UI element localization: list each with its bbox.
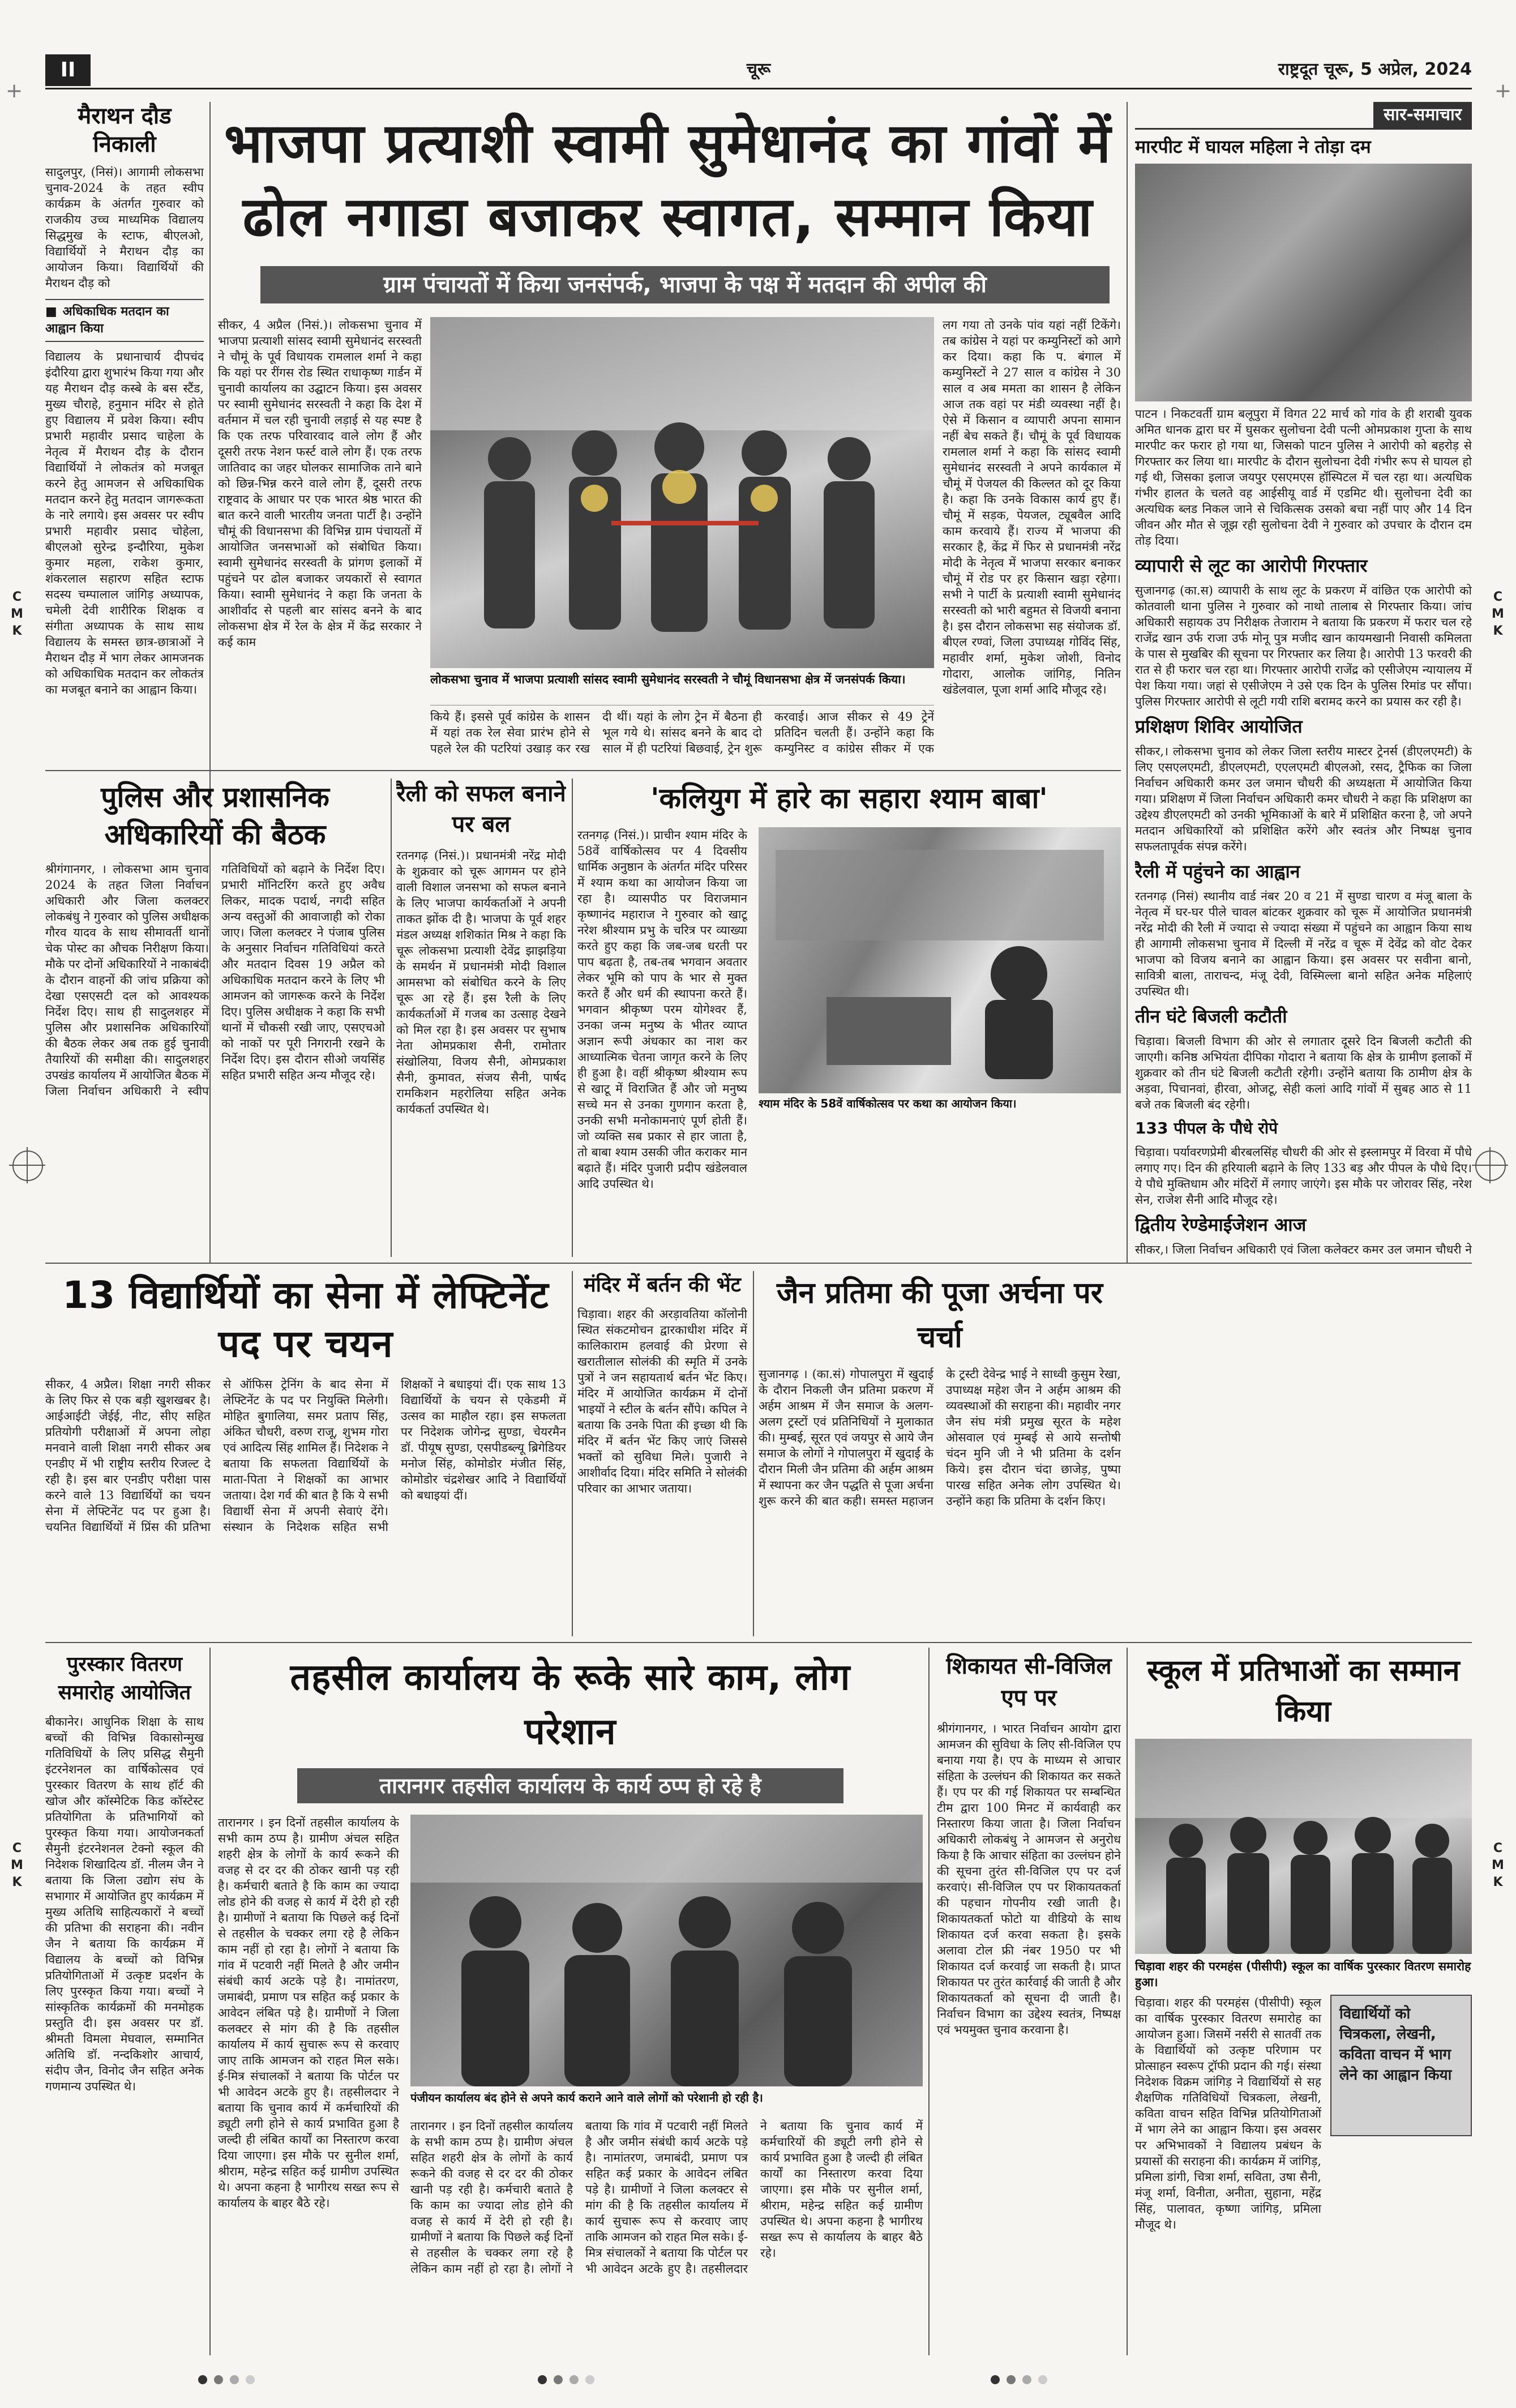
cmyk-marker: C M K [1492,590,1504,638]
news-6-title: 133 पीपल के पौधे रोपे [1135,1119,1278,1137]
lead-photo [430,317,934,668]
crop-mark: + [1494,79,1512,102]
rally-title: रैली को सफल बनाने पर बल [396,781,566,837]
kaliyug-title: 'कलियुग में हारे का सहारा श्याम बाबा' [650,782,1048,815]
school-title: स्कूल में प्रतिभाओं का सम्मान किया [1147,1654,1460,1729]
tehsil-caption: पंजीयन कार्यालय बंद होने से अपने कार्य कराने आने वाले लोगों को परेशानी हो रही है। [410,2091,763,2105]
news-7-title: द्वितीय रेण्डेमाईजेशन आज [1135,1214,1307,1235]
marathon-body-2: विद्यालय के प्रधानाचार्य दीपचंद इंदौरिया द्वारा शुभारंभ किया गया और यह मैराथन दौड़ कस्बे के बस स्टैंड, मुख्य चौराहे, हनुमान मंदिर से होते हुए विद्यालय में प्रवेश किया। स्वीप प्रभारी महावीर प्रसाद चाहेला के नेतृत्व में मैराथन दौड़ के दौरान विद्यार्थियों ने लोकतंत्र को मजबूत करने हेतु आमजन से अधिकाधिक मतदान करने हेतु मतदान जागरूकता के नारे लगाये। इस अवसर पर स्वीप प्रभारी महावीर प्रसाद चोहेला, बीएलओ सुरेन्द्र इन्दौरिया, मुकेश कुमार महला, राकेश कुमार, शंकरलाल सहारण सहित स्टाफ सदस्य चम्पालाल जांगिड़ अध्यापक, चमेली देवी शारीरिक शिक्षक व संगीता अध्यापक के साथ साथ विद्यालय के समस्त छात्र-छात्राओं ने मैराथन दौड़ में भाग लेकर आमजनक को अधिकाधिक मतदान कर लोकतंत्र का मजबूत बनाने का आह्वान किया। [45,350,204,696]
lead-col2-text: किये हैं। इससे पूर्व कांग्रेस के शासन में यहां तक रेल सेवा प्रारंभ होने से पहले रेल की पटरियां उखाड़ कर रख दी थीं। यहां के लोग ट्रेन में बैठना ही भूल गये थे। सांसद बनने के बाद दो साल में ही पटरियां बिछवाई, ट्रेन शुरू करवाई। आज सीकर से 49 ट्रेनें प्रतिदिन चलती हैं। उन्होंने कहा कि कम्युनिस्ट व कांग्रेस सीकर में एक [430,710,934,755]
marathon-article [45,102,204,764]
cvigil-article [937,1650,1121,2353]
news-1-photo [1135,164,1472,401]
award-title: पुरस्कार वितरण समारोह आयोजित [58,1653,191,1704]
cmyk-marker: C M K [1492,1841,1504,1889]
tehsil-photo-illustration [410,1815,923,2086]
temple-body: चिड़ावा। शहर की अरड़ावतिया कॉलोनी स्थित संकटमोचन द्वारकाधीश मंदिर में कालिकाराम हलवाई की प्रेरणा से खरातीलाल सोलंकी की स्मृति में उनके पुत्रों ने जन सहायतार्थ बर्तन भेंट किए। मंदिर में आयोजित कार्यक्रम में दोनों भाइयों ने स्टील के बर्तन सौंपे। कपिल ने बताया कि उनके पिता की इच्छा थी कि मंदिर में बर्तन भेंट किए जाएं जिससे भक्तों को सुविधा मिले। पुजारी ने आशीर्वाद दिया। मंदिर समिति ने सोलंकी परिवार का आभार जताया। [577,1307,747,1495]
school-caption: चिड़ावा शहर की परमहंस (पीसीपी) स्कूल का वार्षिक पुरस्कार वितरण समारोह हुआ। [1135,1960,1471,1989]
news-3-body: सीकर,। लोकसभा चुनाव को लेकर जिला स्तरीय मास्टर ट्रेनर्स (डीएलएमटी) के लिए एसएलएमटी, डीएलएमटी, एएलएमटी बीएलओ, रसद, ट्रैफिक का जिला निर्वाचन अधिकारी कमर उल जमान चौधरी की अध्यक्षता में आयोजित किया गया। प्रशिक्षण में जिला निर्वाचन अधिकारी कमर चौधरी ने कहा कि प्रशिक्षण का उद्देश्य डीएलएमटी को उनकी भूमिकाओं के बारे में प्रशिक्षित करना है, जो अपने मतदान अधिकारियों को प्रशिक्षित करेंगे और स्वतंत्र और निष्पक्ष चुनाव सफलतापूर्वक संपन्न करेंगे। [1135,745,1472,853]
tehsil-photo [410,1815,923,2086]
kaliyug-article [577,779,1121,1257]
cvigil-body: श्रीगंगानगर, । भारत निर्वाचन आयोग द्वारा आमजन की सुविधा के लिए सी-विजिल एप बनाया गया है। एप के माध्यम से आचार संहिता के उल्लंघन की शिकायत कर सकते हैं। एप पर की गई शिकायत पर सम्बन्धित टीम द्वारा 100 मिनट में कार्यवाही कर निस्तारण किया जाता है। जिला निर्वाचन अधिकारी लोकबंधु ने आमजन से अनुरोध किया है कि आचार संहिता का उल्लंघन होने की सूचना तुरंत सी-विजिल एप पर दर्ज करवाएं। सी-विजिल एप पर शिकायतकर्ता की पहचान गोपनीय रखी जाती है। शिकायतकर्ता फोटो या वीडियो के साथ शिकायत दर्ज करवा सकता है। इसके अलावा टोल फ्री नंबर 1950 पर भी शिकायत दर्ज करवाई जा सकती है। प्राप्त शिकायत पर तुरंत कार्रवाई की जाती है और शिकायतकर्ता को सूचना दी जाती है। निर्वाचन विभाग का उद्देश्य स्वतंत्र, निष्पक्ष एवं भयमुक्त चुनाव करवाना है। [937,1722,1121,2037]
print-dots-right [962,2375,1076,2392]
news-1-title: मारपीट में घायल महिला ने तोड़ा दम [1135,136,1371,157]
kaliyug-caption: श्याम मंदिर के 58वें वार्षिकोत्सव पर कथा का आयोजन किया। [759,1097,1017,1110]
school-body: चिड़ावा। शहर की परमहंस (पीसीपी) स्कूल का वार्षिक पुरस्कार वितरण समारोह का आयोजन हुआ। जिसमें नर्सरी से सातवीं तक के विद्यार्थियों को उत्कृष्ट परिणाम पर प्रोत्साहन स्वरूप ट्रॉफी प्रदान की गई। संस्था निदेशक विक्रम जांगिड़ ने विद्यार्थियों से सह शैक्षणिक गतिविधियों चित्रकला, लेखनी, कविता वाचन सहित विभिन्न प्रतियोगिताओं में भाग लेने का आह्वान किया। इस अवसर पर अभिभावकों ने विद्यालय प्रबंधन के प्रयासों की सराहना की। कार्यक्रम में जांगिड़, प्रमिला डांगी, चित्रा शर्मा, सविता, उषा सैनी, मंजू शर्मा, विनीता, अनीता, सुहाना, महेंद्र सिंह, पालावत, कृष्णा जांगिड़, प्रमिला मौजूद थे। [1135,1996,1321,2231]
cvigil-title: शिकायत सी-विजिल एप पर [946,1653,1112,1711]
army-title: 13 विद्यार्थियों का सेना में लेफ्टिनेंट पद पर चयन [62,1273,549,1366]
lead-photo-illustration [430,317,934,668]
lead-col1-text: सीकर, 4 अप्रैल (निसं.)। लोकसभा चुनाव में भाजपा प्रत्याशी सांसद स्वामी सुमेधानंद सरस्वती ने चौमूं के पूर्व विधायक रामलाल शर्मा ने कहा कि यहां पर रींगस रोड स्थित राधाकृष्ण गार्डन में चुनावी कार्यालय का उद्घाटन किया। इस अवसर पर स्वामी सुमेधानंद सरस्वती ने कहा कि देश में वर्तमान में चल रही चुनावी लड़ाई से यह स्पष्ट है कि एक तरफ परिवारवाद वाले लोग हैं और दूसरी तरफ नेशन फर्स्ट वाले लोग हैं। एक तरफ जातिवाद का जहर घोलकर सामाजिक ताने बाने को छिन्न-भिन्न करने वाले लोग हैं, दूसरी तरफ राष्ट्रवाद के आधार पर एक भारत श्रेष्ठ भारत की बात करने वाली भारतीय जनता पार्टी है। उन्होंने चौमूं की विधानसभा की विभिन्न ग्राम पंचायतों में आयोजित जनसभाओं को संबोधित किया। स्वामी सुमेधानंद सरस्वती के प्रांगण इलाकों में पहुंचने पर ढोल बजाकर जयकारों से स्वागत किया। स्वामी सुमेधानंद ने कहा कि जनता के आशीर्वाद से पहली बार सांसद बनने के बाद लोकसभा क्षेत्र में रेल के क्षेत्र में केंद्र सरकार ने कई काम [218,318,422,649]
marathon-body: सादुलपुर, (निसं)। आगामी लोकसभा चुनाव-2024 के तहत स्वीप कार्यक्रम के अंतर्गत गुरुवार को राजकीय उच्च माध्यमिक विद्यालय सिद्धमुख के स्टाफ, बीएलओ, विद्यार्थियों ने मैराथन दौड़ का आयोजन किया। विद्यार्थियों की मैराथन दौड़ को [45,165,204,290]
lead-col3 [943,317,1121,764]
news-7-body: सीकर,। जिला निर्वाचन अधिकारी एवं जिला कलेक्टर कमर उल जमान चौधरी ने [1135,1243,1472,1256]
header-edition: राष्ट्रदूत चूरू, 5 अप्रेल, 2024 [1278,59,1472,79]
news-4-body: रतनगढ़ (निसं) स्थानीय वार्ड नंबर 20 व 21 में सुण्डा चारण व मंजू बाला के नेतृत्व में घर-घर पीले चावल बांटकर शुक्रवार को चूरू में आयोजित प्रधानमंत्री नरेंद्र मोदी की रैली में ज्यादा से ज्यादा संख्या में पहुंचने का आह्वान किया साथ ही आगामी लोकसभा चुनाव में दिल्ली में नरेंद्र व चूरू में देवेंद्र को वोट देकर भाजपा को विजय बनाने का आह्वान किया। इस अवसर पर सवीना बानो, सावित्री बाला, ताराचन्द, मंजू देवी, विस्मिल्ला बानो सहित अनेक महिलाएं उपस्थित थी। [1135,889,1472,998]
news-1-body: पाटन । निकटवर्ती ग्राम बलूपुरा में विगत 22 मार्च को गांव के ही शराबी युवक अमित धानक द्वारा घर में घुसकर सुलोचना देवी पत्नी ओमप्रकाश गुप्ता के साथ मारपीट कर फरार हो गया था, जिसको पाटन पुलिस ने आरोपी को बहरोड़ से गिरफ्तार कर लिया था। मारपीट के दौरान सुलोचना देवी गंभीर रूप से घायल हो गई थी, जिसका इलाज जयपुर एसएमएस हॉस्पिटल में चल रहा था। अत्यधिक गंभीर हालत के चलते वह आईसीयू वार्ड में एडमिट थी। सुलोचना देवी का अत्यधिक ब्लड निकल जाने से चिकित्सक उसको बचा नहीं पाए और 14 दिन जीवन और मौत से जूझ रही सुलोचना देवी ने गुरुवार को उपचार के दौरान दम तोड़ दिया। [1135,407,1472,548]
lead-col1 [218,317,422,764]
news-4-title: रैली में पहुंचने का आह्वान [1135,861,1300,882]
news-6-body: चिड़ावा। पर्यावरणप्रेमी बीरबलसिंह चौधरी की ओर से इस्लामपुर में विरवा में पौधे लगाए गए। दिन की हरियाली बढ़ाने के लिए 133 बड़ और पीपल के पौधे दिए। ये पौधे मुक्तिधाम और मंदिरों में लगाए जाएंगे। इस मौके पर जोरावर सिंह, नरेश सेन, राजेश सैनी आदि मौजूद रहे। [1135,1145,1472,1207]
kaliyug-photo-illustration [759,827,1121,1093]
temple-article [577,1271,747,1636]
police-title: पुलिस और प्रशासनिक अधिकारियों की बैठक [101,781,329,851]
cmyk-marker: C M K [11,590,23,638]
lead-col2 [430,709,934,765]
news-2-body: सुजानगढ़ (का.स) व्यापारी के साथ लूट के प्रकरण में वांछित एक आरोपी को कोतवाली थाना पुलिस ने गुरुवार को नाथो तालाब से गिरफ्तार किया। जांच अधिकारी सहायक उप निरीक्षक तेजाराम ने बताया कि प्रकरण में फरार चल रहे राजेंद्र खान उर्फ राजा उर्फ मोनू पुत्र मजीद खान कायमखानी निवासी कमिलता के पास से मुखबिर की सूचना पर गिरफ्तार कर लिया है। आरोपी 13 फरवरी की रात से ही फरार चल रहा था। गिरफ्तार आरोपी राजेंद्र को एसीजेएम न्यायालय में पेश किया गया। जहां से एसीजेएम ने उसे एक दिन के पुलिस रिमांड पर सौंपा। पुलिस गिरफ्तार आरोपी से लूटी गयी राशि बरामद करने का प्रयास कर रही है। [1135,584,1472,708]
lead-col3-text: लग गया तो उनके पांव यहां नहीं टिकेंगे। तब कांग्रेस ने यहां पर कम्युनिस्टों को आगे कर दिया। कहा कि प. बंगाल में कम्युनिस्टों ने 27 साल व कांग्रेस ने 30 साल व अब ममता का शासन है लेकिन आज तक वहां पर मंडी व्यवस्था नहीं है। ऐसे में किसान व व्यापारी अपना सामान नहीं बेच सकते हैं। चौमूं के पूर्व विधायक रामलाल शर्मा ने कहा कि सांसद स्वामी सुमेधानंद सरस्वती ने अपने कार्यकाल में चौमूं में पेजयल की किल्लत को दूर किया है। कहा कि उनके विकास कार्य हुए हैं। चौमूं में सड़क, पेयजल, ट्यूबवैल आदि काम करवाये हैं। राज्य में भाजपा की सरकार है, केंद्र में फिर से प्रधानमंत्री नरेंद्र मोदी के नेतृत्व में भाजपा सरकार बनाकर चौमूं में रोड पर हर किसान खड़ा रहेगा। सभी ने पार्टी के प्रत्याशी स्वामी सुमेधानंद सरस्वती को भारी बहुमत से विजयी बनाना है। इस दौरान लोकसभा सह संयोजक डॉ. बीएल रण्वां, जिला उपाध्यक्ष गोविंद सिंह, महावीर शर्मा, मुकेश जोशी, विनोद गोदारा, आलोक जांगिड़, नितिन खंडेलवाल, पूजा शर्मा आदि मौजूद रहे। [943,318,1121,696]
tehsil-subhead: तारानगर तहसील कार्यालय के कार्य ठप्प हो रहे है [297,1768,843,1803]
army-body: सीकर, 4 अप्रैल। शिक्षा नगरी सीकर के लिए फिर से एक बड़ी खुशखबर है। आईआईटी जेईई, नीट, सीए सहित प्रतियोगी परीक्षाओं में अपना लोहा मनवाने वाली शिक्षा नगरी सीकर अब एनडीए में भी राष्ट्रीय स्तरीय रिजल्ट दे रही है। इस बार एनडीए परीक्षा पास करने वाले 13 विद्यार्थियों का चयन सेना में लेफ्टिनेंट पद पर हुआ है। चयनित विद्यार्थियों में प्रिंस की प्रतिभा से ऑफिस ट्रेनिंग के बाद सेना में लेफ्टिनेंट के पद पर नियुक्ति मिलेगी। मोहित बुगालिया, समर प्रताप सिंह, अंकित चौधरी, वरुण राजू, शुभम गोरा एवं आदित्य सिंह शामिल हैं। निदेशक ने बताया कि सफलता विद्यार्थियों के माता-पिता ने शिक्षकों का आभार जताया। देश गर्व की बात है कि ये सभी विद्यार्थी सेना में अपनी सेवाएं देंगे। संस्थान के निदेशक सहित सभी शिक्षकों ने बधाइयां दीं। एक साथ 13 विद्यार्थियों के चयन से एकेडमी में उत्सव का माहौल रहा। इस सफलता पर निदेशक जोगेन्द्र सुण्डा, चेयरमैन डॉ. पीयूष सुण्डा, एसपीडब्ल्यू ब्रिगेडियर मनोज सिंह, कोमोडोर मंजीत सिंह, कोमोडोर चंद्रशेखर आदि ने विद्यार्थियों को बधाइयां दीं। [45,1378,566,1534]
marathon-subheading: ■ अधिकाधिक मतदान का आह्वान किया [45,299,204,342]
temple-title: मंदिर में बर्तन की भेंट [584,1273,741,1297]
news-column [1135,102,1472,1257]
police-body: श्रीगंगानगर, । लोकसभा आम चुनाव 2024 के तहत जिला निर्वाचन अधिकारी और जिला कलक्टर लोकबंधु ने गुरुवार को पुलिस अधीक्षक गौरव यादव के साथ सीमावर्ती थानों चेक पोस्ट का औचक निरीक्षण किया। मौके पर दोनों अधिकारियों ने नाकाबंदी के दौरान वाहनों की जांच प्रक्रिया को देखा एसएसटी दल को आवश्यक निर्देश दिए। साथ ही सादुलशहर में पुलिस और प्रशासनिक अधिकारियों की बैठक लेकर अब तक हुई चुनावी तैयारियों की समीक्षा की। सादुलशहर उपखंड कार्यालय में आयोजित बैठक में जिला निर्वाचन अधिकारी ने स्वीप गतिविधियों को बढ़ाने के निर्देश दिए। प्रभारी मॉनिटरिंग करते हुए अवैध लिकर, मादक पदार्थ, नगदी सहित अन्य वस्तुओं की आवाजाही को रोका जाए। जिला कलक्टर ने पंजाब पुलिस के अनुसार निर्वाचन गतिविधियां करते और मतदान दिवस 19 अप्रैल को अधिकाधिक मतदान करने के लिए भी आमजन को जागरूक करने के निर्देश दिए। पुलिस अधीक्षक ने कहा कि सभी थानों में चौकसी रखी जाए, एसएचओ को नाकों पर पूरी निगरानी रखने के निर्देश दिए। इस दौरान सीओ जयसिंह सहित प्रभारी सहित अन्य मौजूद रहे। [45,862,385,1098]
news-tag: सार-समाचार [1373,102,1472,128]
lead-subhead: ग्राम पंचायतों में किया जनसंपर्क, भाजपा के पक्ष में मतदान की अपील की [260,266,1110,303]
army-article [45,1271,566,1636]
award-body: बीकानेर। आधुनिक शिक्षा के साथ बच्चों की विभिन्न विकासोन्मुख गतिविधियों के लिए प्रसिद्ध सैमुनी इंटरनेशनल का वार्षिकोत्सव एवं पुरस्कार वितरण के साथ हॉर्ट की खोज और कॉस्मेटिक किड कॉस्टेस्ट प्रतियोगिता के प्रतिभागियों को पुरस्कृत किया गया। आयोजनकर्ता सैमुनी इंटरनेशनल टेक्नो स्कूल की निदेशक शिखादित्य डॉ. नीलम जैन ने बताया कि जिला उद्योग संघ के सभागार में आयोजित हुए कार्यक्रम में मुख्य अतिथि साहित्यकारों ने बच्चों की प्रतिभा की सराहना की। नवीन जैन ने बताया कि कार्यक्रम में विद्यालय के बच्चों को विभिन्न प्रतियोगिताओं में उत्कृष्ट प्रदर्शन के लिए पुरस्कृत किया गया। बच्चों ने सांस्कृतिक कार्यक्रमों की मनमोहक प्रस्तुति दी। इस अवसर पर डॉ. श्रीमती विमला मेघवाल, सम्मानित अतिथि डॉ. नन्दकिशोर आचार्य, संदीप जैन, विनोद जैन सहित अनेक गणमान्य उपस्थित थे। [45,1715,204,2093]
police-article [45,779,385,1257]
tehsil-article [218,1650,923,2353]
lead-photo-caption: लोकसभा चुनाव में भाजपा प्रत्याशी सांसद स्वामी सुमेधानंद सरस्वती ने चौमूं विधानसभा क्षेत्र में जनसंपर्क किया। [430,671,934,705]
jain-title: जैन प्रतिमा की पूजा अर्चना पर चर्चा [776,1276,1103,1354]
school-article [1135,1650,1472,2353]
jain-body: सुजानगढ़ । (का.सं) गोपालपुरा में खुदाई के दौरान निकली जैन प्रतिमा प्रकरण में अर्हम आश्रम में जैन समाज के अलग-अलग ट्रस्टों एवं प्रतिनिधियों ने मुलाकात की। मुम्बई, सूरत एवं जयपुर से आये जैन समाज के लोगों ने गोपालपुरा में खुदाई के दौरान मिली जैन प्रतिमा की अर्हम आश्रम में स्थापना कर जैन पद्धति से पूजा अर्चना शुरू करने की बात कही। समस्त महाजन के ट्रस्टी देवेन्द्र भाई ने साध्वी कुसुम रेखा, उपाध्यक्ष महेश जैन ने अर्हम आश्रम की व्यवस्थाओं की सराहना की। महावीर नगर जैन संघ मंत्री प्रमुख सूरत के महेश ओसवाल एवं मुम्बई से आये सन्तोषी चंदन मुनि जी ने भी प्रतिमा के दर्शन किये। इस दौरान चंदा छाजेड़, पुष्पा पारख सहित अनेक लोग उपस्थित थे। उन्होंने कहा कि प्रतिमा के दर्शन किए। [759,1367,1121,1508]
school-highlight-box: विद्यार्थियों को चित्रकला, लेखनी, कविता वाचन में भाग लेने का आह्वान किया [1330,1995,1472,2136]
news-5-body: चिड़ावा। बिजली विभाग की ओर से लगातार दूसरे दिन बिजली कटौती की जाएगी। कनिष्ठ अभियंता दीपिका गोदारा ने बताया कि क्षेत्र के ग्रामीण इलाकों में शुक्रवार को तीन घंटे बिजली कटौती रहेगी। उन्होंने बताया कि ठामीण क्षेत्र के अड़वा, पिचानवां, हीरवा, ओजटू, सेही कलां आदि गांवों में सुबह आठ से 11 बजे तक बिजली बंद रहेगी। [1135,1034,1472,1111]
school-photo [1135,1739,1472,1954]
kaliyug-body: रतनगढ़ (निसं.)। प्राचीन श्याम मंदिर के 58वें वार्षिकोत्सव पर 4 दिवसीय धार्मिक अनुष्ठान के अंतर्गत मंदिर परिसर में श्याम कथा का आयोजन किया जा रहा है। व्यासपीठ पर विराजमान कृष्णानंद महाराज ने गुरुवार को खाटू नरेश श्रीश्याम प्रभु के चरित्र पर व्याख्या करते हुए कहा कि जब-जब धरती पर पाप बढ़ता है, तब-तब भगवान अवतार लेकर भूमि को पाप के भार से मुक्त करते हैं और धर्म की स्थापना करते हैं। भगवान श्रीकृष्ण परम योगेश्वर हैं, उनका जन्म मनुष्य के भीतर व्याप्त अज्ञान रूपी अंधकार का नाश कर आध्यात्मिक चेतना जागृत करने के लिए ही हुआ है। वहीं श्रीकृष्ण श्रीश्याम रूप से खाटू में विराजित हैं और जो मनुष्य सच्चे मन से उनका गुणगान करता है, उनकी सभी मनोकामनाएं पूर्ण होती हैं। जो व्यक्ति सब प्रकार से हार जाता है, तो बाबा श्याम उसकी जीत कराकर मान बढ़ाते हैं। मंदिर पुजारी प्रदीप खंडेलवाल आदि उपस्थित थे। [577,828,747,1191]
print-dots-left [170,2375,283,2392]
rally-body: रतनगढ़ (निसं.)। प्रधानमंत्री नरेंद्र मोदी के शुक्रवार को चूरू आगमन पर होने वाली विशाल जनसभा को सफल बनाने के लिए भाजपा कार्यकर्ताओं ने अपनी ताकत झोंक दी है। भाजपा के पूर्व शहर मंडल अध्यक्ष शशिकांत मिश्र ने कहा कि चूरू लोकसभा प्रत्याशी देवेंद्र झाझड़िया के समर्थन में प्रधानमंत्री मोदी विशाल आमसभा को संबोधित करने के लिए चूरू आ रहे हैं। इस रैली के लिए कार्यकर्ताओं में गजब का उत्साह देखने को मिल रहा है। इस अवसर पर सुभाष नेता ओमप्रकाश सैनी, रामोतार संखोलिया, विजय सैनी, ओमप्रकाश सैनी, कुमावत, संजय सैनी, पार्षद रामकिशन महरोलिया सहित अनेक कार्यकर्ता उपस्थित थे। [396,849,566,1116]
marathon-title: मैराथन दौड निकाली [78,103,172,157]
news-5-title: तीन घंटे बिजली कटौती [1135,1006,1287,1027]
lead-headline: भाजपा प्रत्याशी स्वामी सुमेधानंद का गांवों में ढोल नगाडा बजाकर स्वागत, सम्मान किया [224,112,1112,249]
registration-mark [1475,1150,1506,1181]
registration-mark [12,1150,43,1181]
cmyk-marker: C M K [11,1841,23,1889]
jain-article [759,1271,1121,1636]
tehsil-title: तहसील कार्यालय के रूके सारे काम, लोग परेशान [290,1657,851,1753]
school-photo-illustration [1135,1739,1472,1954]
award-article [45,1650,204,2353]
tehsil-body-continued: तारानगर । इन दिनों तहसील कार्यालय के सभी काम ठप्प है। ग्रामीण अंचल सहित शहरी क्षेत्र के लोगों के कार्य रूकने की वजह से दर दर की ठोकर खानी पड़ रही है। कर्मचारी बताते है कि काम का ज्यादा लोड होने की वजह से कार्य में देरी हो रही है। ग्रामीणों ने बताया कि पिछले कई दिनों से तहसील के चक्कर लगा रहे है लेकिन काम नहीं हो रहा है। लोगों ने बताया कि गांव में पटवारी नहीं मिलते है और जमीन संबंधी कार्य अटके पड़े है। नामांतरण, जमाबंदी, प्रमाण पत्र सहित कई प्रकार के आवेदन लंबित पड़े है। ग्रामीणों ने जिला कलक्टर से मांग की है कि तहसील कार्यालय में कार्य सुचारू रूप से करवाए जाए ताकि आमजन को राहत मिल सके। ई-मित्र संचालकों ने बताया कि पोर्टल पर भी आवेदन अटके हुए है। तहसीलदार ने बताया कि चुनाव कार्य में कर्मचारियों की ड्यूटी लगी होने से कार्य प्रभावित हुआ है जल्दी ही लंबित कार्यों का निस्तारण करवा दिया जाएगा। इस मौके पर सुनील शर्मा, श्रीराम, महेन्द्र सहित कई ग्रामीण उपस्थित थे। अपना कहना है भागीरथ सख्त रूप से कार्यालय के बाहर बैठे रहे। [410,2119,923,2276]
news-2-title: व्यापारी से लूट का आरोपी गिरफ्तार [1135,555,1368,576]
rally-article [396,779,566,1257]
news-3-title: प्रशिक्षण शिविर आयोजित [1135,716,1303,737]
crop-mark: + [6,79,23,102]
print-dots-center [509,2375,623,2392]
page-number: II [45,54,91,86]
page-header [45,52,1472,89]
header-city: चूरू [746,59,771,79]
tehsil-body: तारानगर । इन दिनों तहसील कार्यालय के सभी काम ठप्प है। ग्रामीण अंचल सहित शहरी क्षेत्र के लोगों के कार्य रूकने की वजह से दर दर की ठोकर खानी पड़ रही है। कर्मचारी बताते है कि काम का ज्यादा लोड होने की वजह से कार्य में देरी हो रही है। ग्रामीणों ने बताया कि पिछले कई दिनों से तहसील के चक्कर लगा रहे है लेकिन काम नहीं हो रहा है। लोगों ने बताया कि गांव में पटवारी नहीं मिलते है और जमीन संबंधी कार्य अटके पड़े है। नामांतरण, जमाबंदी, प्रमाण पत्र सहित कई प्रकार के आवेदन लंबित पड़े है। ग्रामीणों ने जिला कलक्टर से मांग की है कि तहसील कार्यालय में कार्य सुचारू रूप से करवाए जाए ताकि आमजन को राहत मिल सके। ई-मित्र संचालकों ने बताया कि पोर्टल पर भी आवेदन अटके हुए है। तहसीलदार ने बताया कि चुनाव कार्य में कर्मचारियों की ड्यूटी लगी होने से कार्य प्रभावित हुआ है जल्दी ही लंबित कार्यों का निस्तारण करवा दिया जाएगा। इस मौके पर सुनील शर्मा, श्रीराम, महेन्द्र सहित कई ग्रामीण उपस्थित थे। अपना कहना है भागीरथ सख्त रूप से कार्यालय के बाहर बैठे रहे। [218,1816,399,2210]
kaliyug-photo [759,827,1121,1093]
